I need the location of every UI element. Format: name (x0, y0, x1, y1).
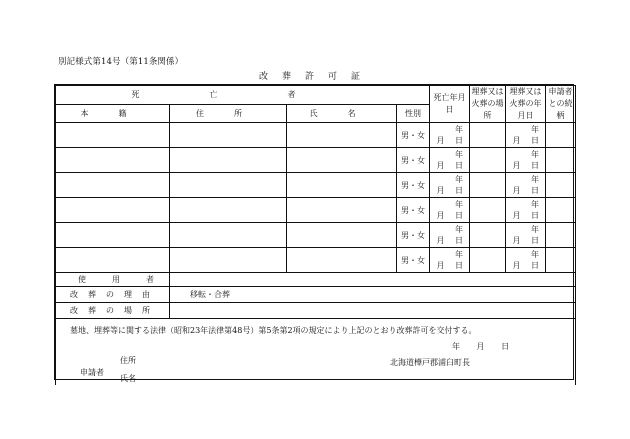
honseki-cell[interactable] (56, 148, 170, 173)
applicant-label: 申請者 (80, 368, 104, 377)
footer-section (56, 319, 575, 385)
place-field[interactable] (170, 303, 576, 319)
honseki-cell[interactable] (56, 123, 170, 148)
death-date-cell[interactable]: 年 月 日 (430, 248, 470, 273)
form-caption: 別記様式第14号（第11条関係） (58, 57, 184, 67)
header-burial-date: 埋葬又は火葬の年月日 (506, 86, 546, 123)
death-date-cell[interactable]: 年 月 日 (430, 173, 470, 198)
burial-date-cell[interactable]: 年 月 日 (506, 198, 546, 223)
address-cell[interactable] (170, 148, 287, 173)
relation-cell[interactable] (546, 123, 576, 148)
gender-cell[interactable]: 男・女 (397, 248, 430, 273)
address-cell[interactable] (170, 123, 287, 148)
gender-cell[interactable]: 男・女 (397, 123, 430, 148)
name-cell[interactable] (287, 148, 397, 173)
burial-date-cell[interactable]: 年 月 日 (506, 173, 546, 198)
header-relation: 申請者との続柄 (546, 86, 576, 123)
header-gender: 性別 (397, 104, 430, 123)
table-row (56, 148, 576, 173)
burial-place-cell[interactable] (470, 173, 506, 198)
user-field[interactable] (170, 273, 576, 287)
relation-cell[interactable] (546, 248, 576, 273)
table-row (56, 123, 576, 148)
burial-date-cell[interactable]: 年 月 日 (506, 148, 546, 173)
applicant-address-label: 住所 (120, 356, 136, 365)
relation-cell[interactable] (546, 173, 576, 198)
gender-cell[interactable]: 男・女 (397, 223, 430, 248)
relation-cell[interactable] (546, 223, 576, 248)
table-row (56, 248, 576, 273)
name-cell[interactable] (287, 123, 397, 148)
honseki-cell[interactable] (56, 198, 170, 223)
death-date-cell[interactable]: 年 月 日 (430, 148, 470, 173)
address-cell[interactable] (170, 173, 287, 198)
table-row (56, 173, 576, 198)
header-address: 住所 (170, 104, 287, 123)
reason-value: 移転・合葬 (190, 290, 230, 299)
permit-statement: 墓地、埋葬等に関する法律（昭和23年法律第48号）第5条第2項の規定により上記のとおり改葬許可を交付する。 (70, 326, 477, 335)
reason-label: 改葬の理由 (56, 287, 170, 303)
burial-date-cell[interactable]: 年 月 日 (506, 223, 546, 248)
issue-date: 年 月 日 (452, 342, 510, 351)
death-date-cell[interactable]: 年 月 日 (430, 223, 470, 248)
burial-date-cell[interactable]: 年 月 日 (506, 248, 546, 273)
table-row (56, 198, 576, 223)
relation-cell[interactable] (546, 198, 576, 223)
table-row (56, 223, 576, 248)
address-cell[interactable] (170, 248, 287, 273)
burial-place-cell[interactable] (470, 248, 506, 273)
burial-place-cell[interactable] (470, 223, 506, 248)
gender-cell[interactable]: 男・女 (397, 148, 430, 173)
address-cell[interactable] (170, 198, 287, 223)
death-date-cell[interactable]: 年 月 日 (430, 198, 470, 223)
header-burial-place: 埋葬又は火葬の場所 (470, 86, 506, 123)
burial-place-cell[interactable] (470, 148, 506, 173)
name-cell[interactable] (287, 223, 397, 248)
death-date-cell[interactable]: 年 月 日 (430, 123, 470, 148)
gender-cell[interactable]: 男・女 (397, 198, 430, 223)
issuer-name: 北海道樺戸郡浦臼町長 (390, 358, 470, 367)
honseki-cell[interactable] (56, 248, 170, 273)
honseki-cell[interactable] (56, 223, 170, 248)
burial-place-cell[interactable] (470, 123, 506, 148)
user-label: 使用者 (56, 273, 170, 287)
relation-cell[interactable] (546, 148, 576, 173)
address-cell[interactable] (170, 223, 287, 248)
deceased-table (55, 85, 576, 385)
reason-field[interactable] (170, 287, 576, 303)
burial-date-cell[interactable]: 年 月 日 (506, 123, 546, 148)
header-death-date: 死亡年月日 (430, 86, 470, 123)
header-deceased: 死亡者 (56, 86, 430, 105)
permit-form (54, 84, 574, 383)
applicant-name-label: 氏名 (120, 374, 136, 383)
burial-place-cell[interactable] (470, 198, 506, 223)
header-honseki: 本籍 (56, 104, 170, 123)
place-label: 改葬の場所 (56, 303, 170, 319)
header-name: 氏名 (287, 104, 397, 123)
name-cell[interactable] (287, 198, 397, 223)
name-cell[interactable] (287, 248, 397, 273)
honseki-cell[interactable] (56, 173, 170, 198)
gender-cell[interactable]: 男・女 (397, 173, 430, 198)
name-cell[interactable] (287, 173, 397, 198)
form-title: 改葬許可証 (259, 72, 375, 82)
